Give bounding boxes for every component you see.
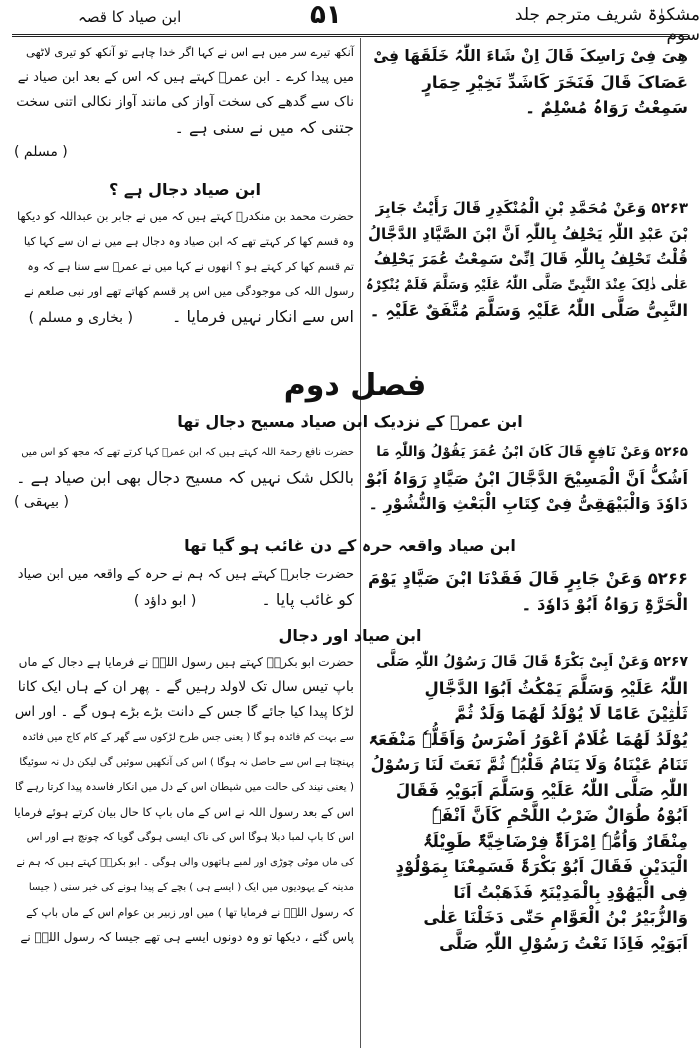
text-line: مدینہ کے یہودیوں میں ایک ( ایسے ہی ) بچے کے پیدا ہونے کی خبر سنی ( جیسا [28,882,354,893]
text-line: حضرت جابرؓ کہتے ہیں کہ ہم نے حرہ کے واقعہ میں ابن صیاد [17,567,354,582]
text-line: اللّٰہِ صَلَّی اللّٰہُ عَلَیْہِ وَسَلَّمَ اَبَوَیْہِ فَقَالَ [395,780,688,800]
text-line: یُوْلَدُ لَھُمَا غُلَامٌ اَعْوَرُ اَضْرَسُ وَاَقَلُّہٗ مَنْفَعَۃً [368,729,688,749]
text-line [14,304,354,331]
text-line: ( یعنی نیند کی حالت میں شیطان اس کے دل میں انکار فاسدہ پیدا کرتا رہے گا [15,781,354,793]
urdu-hadith-5266 [14,562,354,614]
urdu-hadith-5267 [14,650,354,950]
heading-ibn-umar-view: ابن عمرؓ کے نزدیک ابن صیاد مسیح دجال تھا [177,412,523,431]
text-line: النَّبِیُّ صَلَّی اللّٰہُ عَلَیْہِ وَسَلَّمَ مُتَّفَقٌ عَلَیْہِ ۔ [369,301,688,320]
arabic-hadith-5267 [366,650,688,956]
text-line: بالکل شک نہیں کہ مسیح دجال بھی ابن صیاد ہے ۔ [16,468,354,487]
heading-ibn-sayyad-dajjal: ابن صیاد دجال ہے ؟ [108,180,262,199]
text-line: عَلٰی ذٰلِکَ عِنْدَ النَّبِیِّ صَلَّی اللّٰہُ عَلَیْہِ وَسَلَّمَ فَلَمْ یُنْکِرْہُ [366,277,688,293]
text-line: کہ رسول اللہؐ نے فرمایا تھا ) میں اور زبیر بن عوام اس کے ماں باپ کے [26,906,354,919]
text-segment: وَعَنْ مُحَمَّدِ بْنِ الْمُنْکَدِرِ قَالَ رَأَیْتُ جَابِرَ [375,199,647,217]
text-segment: اس سے انکار نہیں فرمایا ۔ [172,307,354,326]
text-line [366,196,688,222]
text-line: ثَلٰثِیْنَ عَامًا لَا یُوْلَدُ لَھُمَا وَلَدٌ ثُمَّ [454,704,688,723]
text-line: اَبَوَیْہِ فَاِذَا نَعْتُ رَسُوْلِ اللّٰہِ صَلَّی [439,933,688,953]
urdu-hadith-5265 [14,440,354,515]
heading-harrah-day: ابن صیاد واقعہ حرہ کے دن غائب ہو گیا تھا [184,536,516,555]
text-line: الْیَدَیْنِ فَقَالَ اَبُوْ بَکْرَۃَ فَسَمِعْنَا بِمَوْلُوْدٍ [395,857,688,876]
arabic-hadith-5266 [366,566,688,617]
text-line: اس کا باپ لمبا دبلا ہوگا اس کی ناک ایسی ہوگی گویا کہ چونچ ہے اور اس [26,831,354,843]
text-line: حضرت ابو بکرہؓ کہتے ہیں رسول اللہؐ نے فرمایا ہے دجال کے ماں [18,655,354,669]
page-header [0,0,700,44]
text-line: سے بہت کم فائدہ ہو گا ( یعنی جس طرح لڑکوں سے گھر کے کام کاج میں فائدہ [22,732,354,743]
page-number: ۵۱ [310,0,342,30]
text-line: باپ تیس سال تک لاولد رہیں گے ۔ پھر ان کے ہاں ایک کانا [17,679,354,695]
chapter-title: ابن صیاد کا قصہ [78,8,182,26]
text-line: تم قسم کھا کر کہتے ہو ؟ انھوں نے کہا میں نے عمرؓ سے سنا ہے کہ وہ [27,260,354,273]
text-segment: وَعَنْ جَابِرٍ قَالَ فَقَدْنَا ابْنَ صَیَّادٍ یَوْمَ [367,569,642,588]
text-line: سَمِعْتُ رَوَاہُ مُسْلِمٌ ۔ [525,98,688,117]
text-line: میں پیدا کرے ۔ ابن عمرؓ کہتے ہیں کہ اس کے بعد ابن صیاد نے [17,70,354,85]
hadith-number: ۵۲۶۷ [653,654,688,670]
header-rule [12,34,688,37]
text-line: تَنَامُ عَیْنَاہُ وَلَا یَنَامُ قَلْبُہٗ ثُمَّ نَعَتَ لَنَا رَسُوْلُ [370,755,688,774]
urdu-continuation [14,40,354,165]
text-line: الْحَرَّۃِ رَوَاہُ اَبُوْ دَاوٗدَ ۔ [521,594,688,614]
text-line [366,440,688,466]
reference: ( ابو داؤد ) [133,593,197,609]
text-line: لڑکا پیدا کیا جائے گا جس کے دانت بڑے بڑے ہوں گے ۔ اور اس [14,704,354,720]
text-line [14,587,354,614]
arabic-hadith-5263 [366,196,688,324]
arabic-hadith-5265 [366,440,688,517]
text-line: اس کے بعد رسول اللہ نے اس کے ماں باپ کا حال بیان کرتے ہوئے فرمایا [14,805,354,819]
text-line: رسول اللہ کی موجودگی میں اس پر قسم کھاتے تھے اور نبی صلعم نے [24,284,354,298]
text-line: عَصَاکَ قَالَ فَنَخَرَ کَاشَدِّ نَخِیْرِ حِمَارٍ [422,72,688,92]
heading-ibn-sayyad-and-dajjal: ابن صیاد اور دجال [278,626,422,645]
reference: ( مسلم ) [14,144,68,160]
text-line: وہ قسم کھا کر کہتے تھے کہ ابن صیاد وہ دجال ہے میں نے ان سے کہا کیا [23,235,354,248]
text-segment: وَعَنْ اَبِیْ بَکْرَۃَ قَالَ قَالَ رَسُوْلُ اللّٰہِ صَلَّی [376,654,649,670]
text-line: حضرت محمد بن منکدرؓ کہتے ہیں کہ میں نے جابر بن عبداللہ کو دیکھا [16,209,354,223]
text-segment: وَعَنْ نَافِعٍ قَالَ کَانَ ابْنُ عُمَرَ یَقُوْلُ وَاللّٰہِ مَا [376,444,651,460]
text-line: مِنْقَارٌ وَاُمُّہٗ اِمْرَاَۃٌ فِرْضَاخِیَّۃٌ طَوِیْلَۃُ [423,831,688,851]
text-line [366,566,688,592]
text-line: پاس گئے ، دیکھا تو وہ دونوں ایسے ہی تھے جیسا کہ رسول اللہؐ نے [20,930,354,944]
text-line: حضرت نافع رحمۃ اللہ کہتے ہیں کہ ابن عمرؓ کہا کرتے تھے کہ مجھ کو اس میں [21,447,354,458]
arabic-continuation [366,44,688,121]
hadith-number: ۵۲۶۳ [651,199,688,217]
reference: ( بخاری و مسلم ) [28,310,133,326]
text-line: اَبُوْہُ طُوَالٌ ضَرْبُ اللَّحْمِ کَاَنَّ اَنْفَہٗ [431,806,688,825]
text-line: قُلْتُ تَحْلِفُ بِاللّٰہِ قَالَ اِنِّیْ سَمِعْتُ عُمَرَ یَحْلِفُ [373,250,688,268]
text-segment: کو غائب پایا ۔ [261,590,354,609]
text-line: وَالزُّبَیْرُ بْنُ الْعَوَّامِ حَتّٰی دَخَلْنَا عَلٰی [423,908,688,927]
text-line: ھِیَ فِیْ رَاسِکَ قَالَ اِنْ شَاءَ اللّٰہُ خَلَقَھَا فِیْ [373,47,688,65]
text-line: بْنَ عَبْدِ اللّٰہِ یَحْلِفُ بِاللّٰہِ اَنَّ ابْنَ الصَّیَّادِ الدَّجَّالُ [368,224,688,243]
urdu-hadith-5263 [14,204,354,331]
book-title: مشکوٰۃ شریف مترجم جلد سوم [514,5,700,45]
hadith-number: ۵۲۶۶ [647,569,688,588]
reference: ( بیہقی ) [14,494,69,510]
text-line: جتنی کہ میں نے سنی ہے ۔ [174,118,354,137]
text-line: اللّٰہُ عَلَیْہِ وَسَلَّمَ یَمْکُثُ اَبُوَا الدَّجَّالِ [424,678,688,698]
text-line: کی ماں موٹی چوڑی اور لمبے ہاتھوں والی ہوگی ۔ ابو بکرہؓ کہتے ہیں کہ ہم نے [16,857,354,868]
text-line: فِی الْیَھُوْدِ بِالْمَدِیْنَۃِ فَذَھَبْتُ اَنَا [453,882,688,902]
hadith-number: ۵۲۶۵ [655,444,688,460]
text-line: آنکھ تیرے سر میں ہے اس نے کہا اگر خدا چاہے تو آنکھ کو تیری لاٹھی [25,45,354,59]
text-line: پہنچتا ہے اس سے حاصل نہ ہوگا ) اس کی آنکھیں سوئیں گی لیکن دل نہ سوئیگا [19,757,354,768]
text-line: دَاوٗدَ وَالْبَیْھَقِیُّ فِیْ کِتَابِ الْبَعْثِ وَالنُّشُوْرِ ۔ [368,494,688,513]
section-title: فصل دوم [283,368,427,403]
text-line: ناک سے گدھے کی سخت آواز کی مانند آواز نکالی اتنی سخت [16,94,354,110]
text-line: اَشُکُّ اَنَّ الْمَسِیْحَ الدَّجَّالَ ابْنُ صَیَّادٍ رَوَاہُ اَبُوْ [365,468,688,488]
text-line [366,650,688,676]
